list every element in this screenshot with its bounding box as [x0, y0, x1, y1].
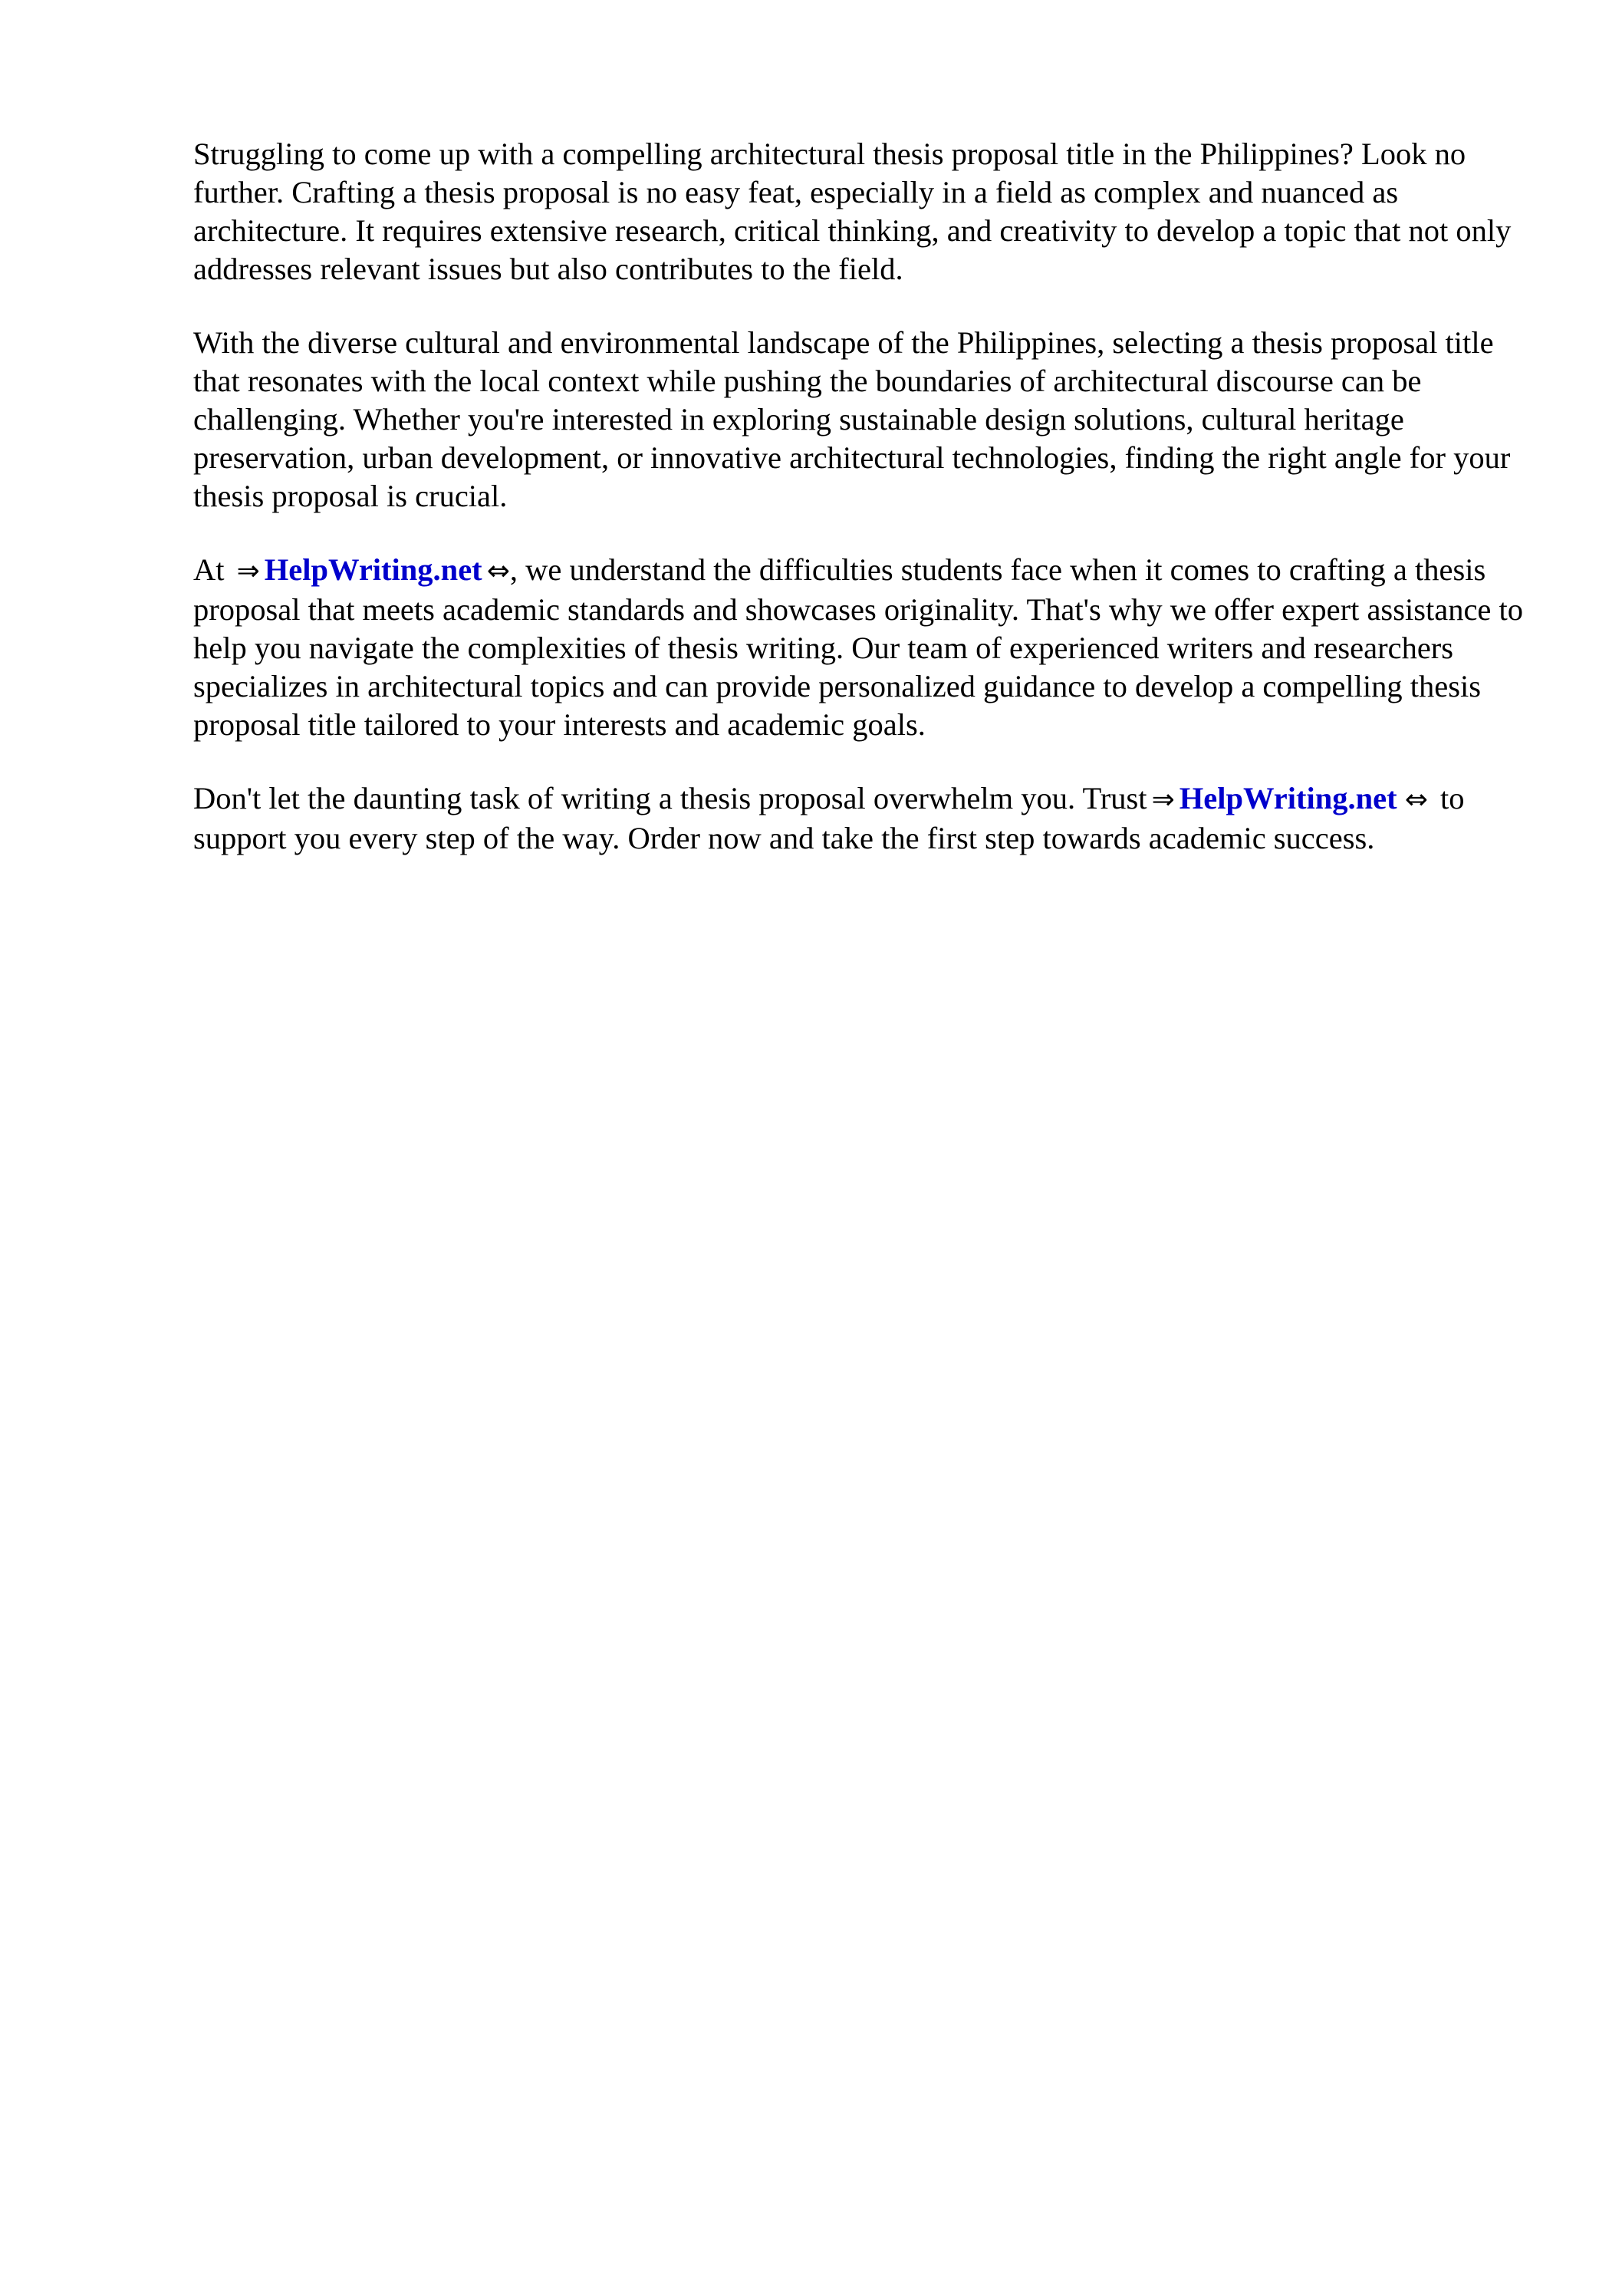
paragraph-service-suffix: , we understand the difficulties students face when it comes to crafting a thesis proposal that meets academic standards and showcases originality. That's why we offer expert assistance to help you navigate the complexities of thesis writing. Our team of experienced writers and researchers specializes in architectural topics and can provide personalized guidance to develop a compelling thesis proposal title tailored to your interests and academic goals. [193, 552, 1524, 742]
paragraph-cta-prefix: Don't let the daunting task of writing a thesis proposal overwhelm you. Trust [193, 781, 1147, 815]
arrow-both-icon: ⇔ [1404, 784, 1428, 815]
helpwriting-link[interactable]: HelpWriting.net [264, 552, 482, 587]
paragraph-service [193, 551, 1543, 744]
paragraph-context: With the diverse cultural and environmental landscape of the Philippines, selecting a thesis proposal title that resonates with the local context while pushing the boundaries of architectural discourse can be challenging. Whether you're interested in exploring sustainable design solutions, cultural heritage preservation, urban development, or innovative architectural technologies, finding the right angle for your thesis proposal is crucial. [193, 325, 1511, 513]
arrow-right-icon: ⇒ [236, 555, 260, 587]
document-body [193, 135, 1543, 893]
arrow-both-icon: ⇔ [486, 555, 510, 587]
paragraph-service-prefix: At [193, 552, 225, 587]
paragraph-cta-suffix: to support you every step of the way. Order now and take the first step towards academic success. [193, 781, 1465, 855]
arrow-right-icon: ⇒ [1151, 784, 1175, 815]
helpwriting-link[interactable]: HelpWriting.net [1179, 781, 1397, 815]
paragraph-cta [193, 779, 1543, 858]
paragraph-intro: Struggling to come up with a compelling architectural thesis proposal title in the Philippines? Look no further. Crafting a thesis proposal is no easy feat, especially in a field as complex and nuanced as architecture. It requires extensive research, critical thinking, and creativity to develop a topic that not only addresses relevant issues but also contributes to the field. [193, 137, 1512, 286]
